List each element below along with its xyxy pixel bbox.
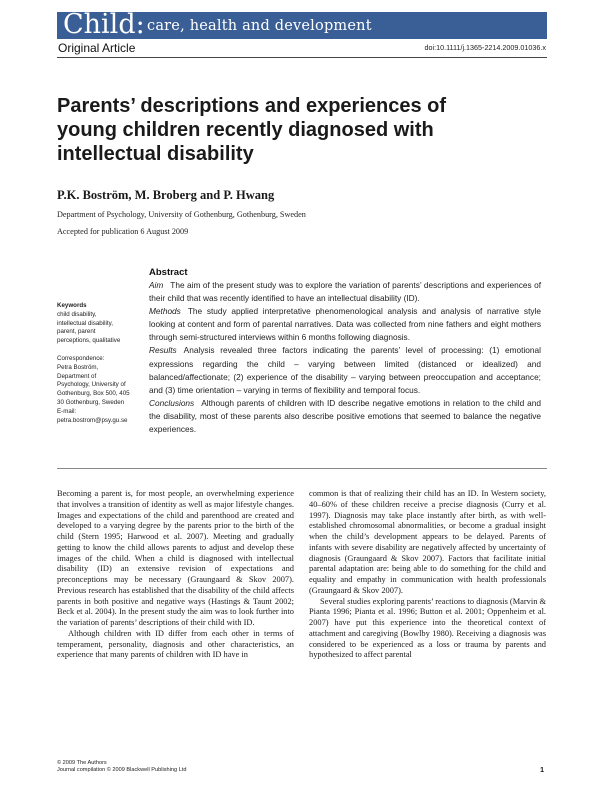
abstract-results (149, 344, 541, 396)
journal-banner (57, 12, 547, 39)
paper-title: Parents’ descriptions and experiences of young children recently diagnosed with intellectual disability (57, 95, 447, 165)
abstract (149, 279, 541, 436)
body-paragraph: common is that of realizing their child has an ID. In Western society, 40–60% of these children receive a precise diagnosis (Curry et al. 1997). Diagnosis may take place instantly after birth, as with well-established chromosomal abnormalities, or become a gradual insight when the child’s development appears to be delayed. Parents of infants with severe disability are negatively affected by uncertainty of diagnosis (Graungaard & Skov 2007). Factors that facilitate initial parental adaptation are: being able to do something for the child and equality and empathy in communication with health professionals (Graungaard & Skov 2007). (309, 489, 546, 595)
abstract-conclusions (149, 397, 541, 436)
correspondence-line: Department of (57, 372, 97, 380)
journal-name: Child: (63, 12, 145, 39)
abstract-text: The study applied interpretative phenomenological analysis and analysis of narrative style looking at content and form of parental narratives. Data was collected from nine fathers and eight mothers through semi-structured interviews within 6 months following diagnosis. (149, 306, 541, 343)
authors: P.K. Boström, M. Broberg and P. Hwang (57, 188, 275, 202)
keyword-line: perceptions, qualitative (57, 337, 121, 345)
abstract-rule (57, 468, 547, 469)
abstract-methods (149, 305, 541, 344)
correspondence-line: 30 Gothenburg, Sweden (57, 398, 125, 406)
header-rule (57, 57, 547, 58)
correspondence-email[interactable]: petra.bostrom@psy.gu.se (57, 416, 128, 424)
correspondence-line: E-mail: (57, 407, 77, 415)
body-paragraph: Although children with ID differ from each other in terms of temperament, personality, diagnosis and other characteristics, an experience that many parents of children with ID have in (57, 628, 294, 660)
correspondence-line: Psychology, University of (57, 381, 126, 389)
correspondence-heading: Correspondence: (57, 354, 105, 362)
body-column-left (57, 489, 294, 661)
abstract-aim (149, 279, 541, 305)
body-column-right (309, 489, 546, 661)
keyword-line: child disability, (57, 310, 97, 318)
correspondence-line: Gothenburg, Box 500, 405 (57, 390, 130, 398)
article-type: Original Article (58, 41, 136, 55)
abstract-text: Analysis revealed three factors indicating the parents’ level of processing: (1) emotional expressions regarding the child – varying between limited (distanced or idealized) and balanced/affectionate; (2) experience of the disability – varying between preoccupation and acceptance; and (3) time orientation – varying in terms of flexibility and temporal focus. (149, 345, 541, 395)
abstract-heading: Abstract (149, 267, 188, 278)
abstract-label: Aim (149, 280, 164, 290)
abstract-text: The aim of the present study was to explore the variation of parents’ descriptions and experiences of their child that was recently identified to have an intellectual disability (ID). (149, 280, 541, 304)
page-number: 1 (540, 767, 544, 774)
copyright-line: © 2009 The Authors (57, 760, 107, 766)
journal-subtitle: care, health and development (147, 18, 372, 34)
body-paragraph: Several studies exploring parents’ reactions to diagnosis (Marvin & Pianta 1996; Pianta et al. 1996; Button et al. 2001; Oppenheim et al. 2007) have put this experience into the theoretical context of attachment and caregiving (Bowlby 1980). Receiving a diagnosis was considered to be experienced as a loss or trauma by parents and hypothesized to affect parental (309, 596, 546, 660)
sidebar (57, 302, 145, 425)
copyright-line: Journal compilation © 2009 Blackwell Publishing Ltd (57, 767, 187, 774)
keyword-line: parent, parent (57, 328, 96, 336)
affiliation: Department of Psychology, University of Gothenburg, Gothenburg, Sweden (57, 210, 306, 219)
footer (57, 760, 186, 774)
correspondence-line: Petra Boström, (57, 363, 99, 371)
keywords-heading: Keywords (57, 302, 87, 309)
accepted-date: Accepted for publication 6 August 2009 (57, 227, 189, 236)
body-paragraph: Becoming a parent is, for most people, an overwhelming experience that involves a transition of identity as well as major lifestyle changes. Images and expectations of the child and parenthood are created and developed to a varying degree by the parents prior to the birth of the child (Stern 1995; Harwood et al. 2007). Meeting and gradually getting to know the child allows parents to adjust and develop these images of the child. When a child is diagnosed with intellectual disability (ID) an extensive revision of expectations and preconceptions may be necessary (Graungaard & Skov 2007). Previous research has established that the disability of the child affects parents in both positive and negative ways (Hastings & Taunt 2002; Beck et al. 2004). In the present study the aim was to look further into the variation of parents’ descriptions of their child with ID. (57, 489, 294, 627)
abstract-text: Although parents of children with ID describe negative emotions in relation to the child and the disability, most of these parents also describe positive emotions that seemed to balance the negative experiences. (149, 397, 541, 435)
keyword-line: intellectual disability, (57, 319, 113, 327)
abstract-label: Results (149, 345, 177, 356)
doi: doi:10.1111/j.1365-2214.2009.01036.x (424, 43, 546, 52)
abstract-label: Methods (149, 306, 181, 317)
abstract-label: Conclusions (149, 397, 195, 408)
